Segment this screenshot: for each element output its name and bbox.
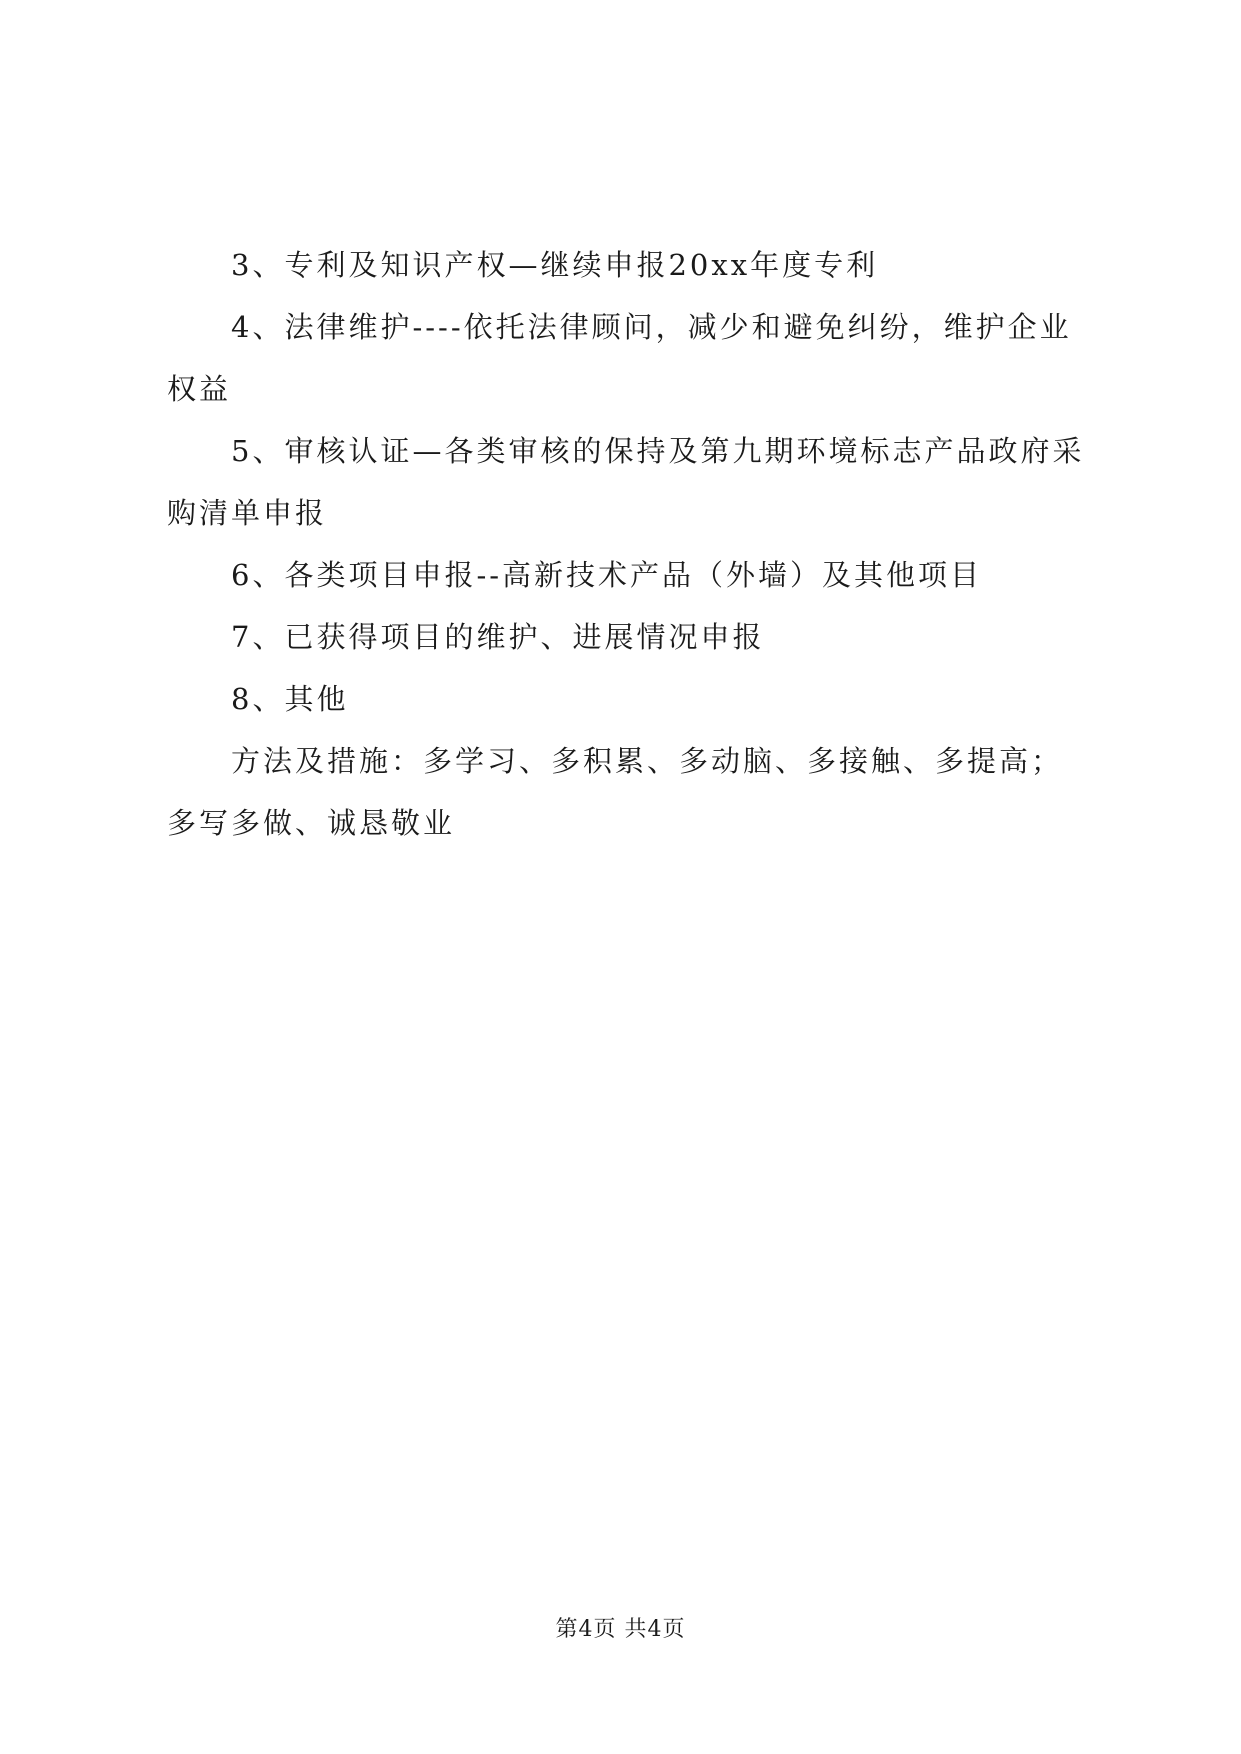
paragraph-item-5: 5、审核认证—各类审核的保持及第九期环境标志产品政府采购清单申报: [167, 434, 1085, 530]
paragraph-item-6: 6、各类项目申报--高新技术产品（外墙）及其他项目: [231, 558, 983, 592]
paragraph-item-8: 8、其他: [231, 682, 349, 716]
paragraph-item-3: 3、专利及知识产权—继续申报20xx年度专利: [231, 248, 879, 282]
page-footer: 第4页 共4页: [555, 1617, 686, 1642]
paragraph-item-4: 4、法律维护----依托法律顾问，减少和避免纠纷，维护企业权益: [167, 310, 1072, 406]
paragraph-item-7: 7、已获得项目的维护、进展情况申报: [231, 620, 765, 654]
document-body: [167, 234, 1087, 854]
paragraph-methods: 方法及措施：多学习、多积累、多动脑、多接触、多提高；多写多做、诚恳敬业: [167, 744, 1064, 840]
